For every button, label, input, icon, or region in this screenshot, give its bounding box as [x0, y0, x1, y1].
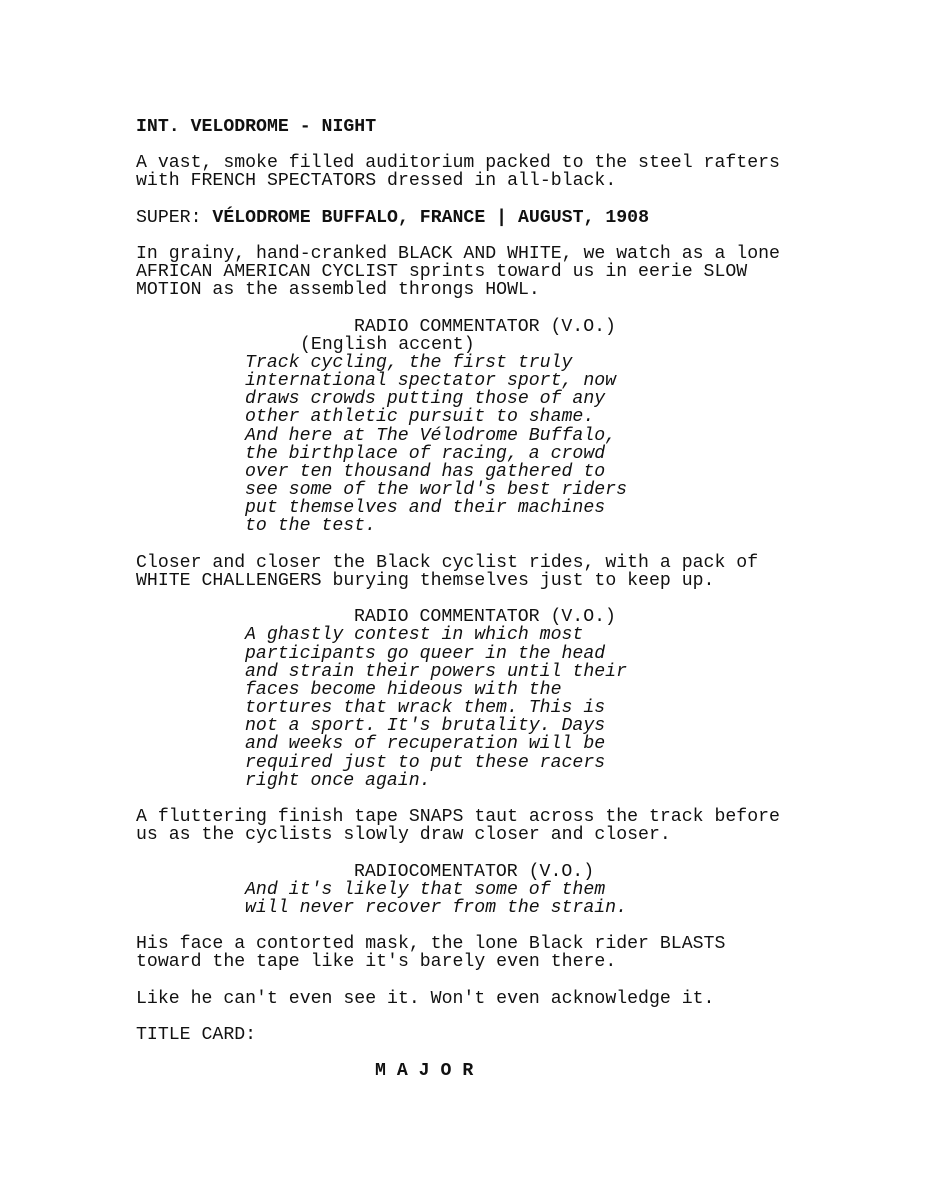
- dialogue-line: put themselves and their machines: [245, 498, 606, 518]
- character-cue: RADIOCOMENTATOR (V.O.): [354, 862, 595, 882]
- action-line: AFRICAN AMERICAN CYCLIST sprints toward us in eerie SLOW: [136, 262, 748, 282]
- action-line: His face a contorted mask, the lone Black rider BLASTS: [136, 934, 726, 954]
- dialogue-line: draws crowds putting those of any: [245, 389, 606, 409]
- dialogue-line: tortures that wrack them. This is: [245, 698, 606, 718]
- title-card-text: M A J O R: [375, 1061, 474, 1081]
- dialogue-line: over ten thousand has gathered to: [245, 462, 606, 482]
- dialogue-line: And here at The Vélodrome Buffalo,: [245, 426, 617, 446]
- dialogue-line: And it's likely that some of them: [245, 880, 606, 900]
- dialogue-line: and strain their powers until their: [245, 662, 627, 682]
- dialogue-line: participants go queer in the head: [245, 644, 606, 664]
- dialogue-line: right once again.: [245, 771, 431, 791]
- dialogue-line: other athletic pursuit to shame.: [245, 407, 595, 427]
- dialogue-line: A ghastly contest in which most: [245, 625, 584, 645]
- dialogue-line: and weeks of recuperation will be: [245, 734, 606, 754]
- super-text: VÉLODROME BUFFALO, FRANCE | AUGUST, 1908: [212, 208, 649, 228]
- action-line: us as the cyclists slowly draw closer and closer.: [136, 825, 671, 845]
- parenthetical: (English accent): [300, 335, 475, 355]
- action-line: Closer and closer the Black cyclist rides, with a pack of: [136, 553, 759, 573]
- dialogue-line: not a sport. It's brutality. Days: [245, 716, 606, 736]
- super-label: SUPER:: [136, 208, 213, 228]
- scene-heading: INT. VELODROME - NIGHT: [136, 117, 377, 137]
- character-cue: RADIO COMMENTATOR (V.O.): [354, 607, 616, 627]
- dialogue-line: required just to put these racers: [245, 753, 606, 773]
- action-line: WHITE CHALLENGERS burying themselves just to keep up.: [136, 571, 715, 591]
- action-line: MOTION as the assembled throngs HOWL.: [136, 280, 540, 300]
- action-line: A fluttering finish tape SNAPS taut across the track before: [136, 807, 780, 827]
- character-cue: RADIO COMMENTATOR (V.O.): [354, 317, 616, 337]
- dialogue-line: Track cycling, the first truly: [245, 353, 573, 373]
- dialogue-line: to the test.: [245, 516, 376, 536]
- title-card-label: TITLE CARD:: [136, 1025, 257, 1045]
- dialogue-line: faces become hideous with the: [245, 680, 562, 700]
- action-line: A vast, smoke filled auditorium packed to the steel rafters: [136, 153, 780, 173]
- dialogue-line: international spectator sport, now: [245, 371, 617, 391]
- action-line: Like he can't even see it. Won't even acknowledge it.: [136, 989, 715, 1009]
- dialogue-line: will never recover from the strain.: [245, 898, 627, 918]
- action-line: In grainy, hand-cranked BLACK AND WHITE, we watch as a lone: [136, 244, 780, 264]
- action-line: with FRENCH SPECTATORS dressed in all-black.: [136, 171, 617, 191]
- action-line: toward the tape like it's barely even there.: [136, 952, 617, 972]
- dialogue-line: see some of the world's best riders: [245, 480, 627, 500]
- dialogue-line: the birthplace of racing, a crowd: [245, 444, 606, 464]
- super-line: [136, 209, 649, 227]
